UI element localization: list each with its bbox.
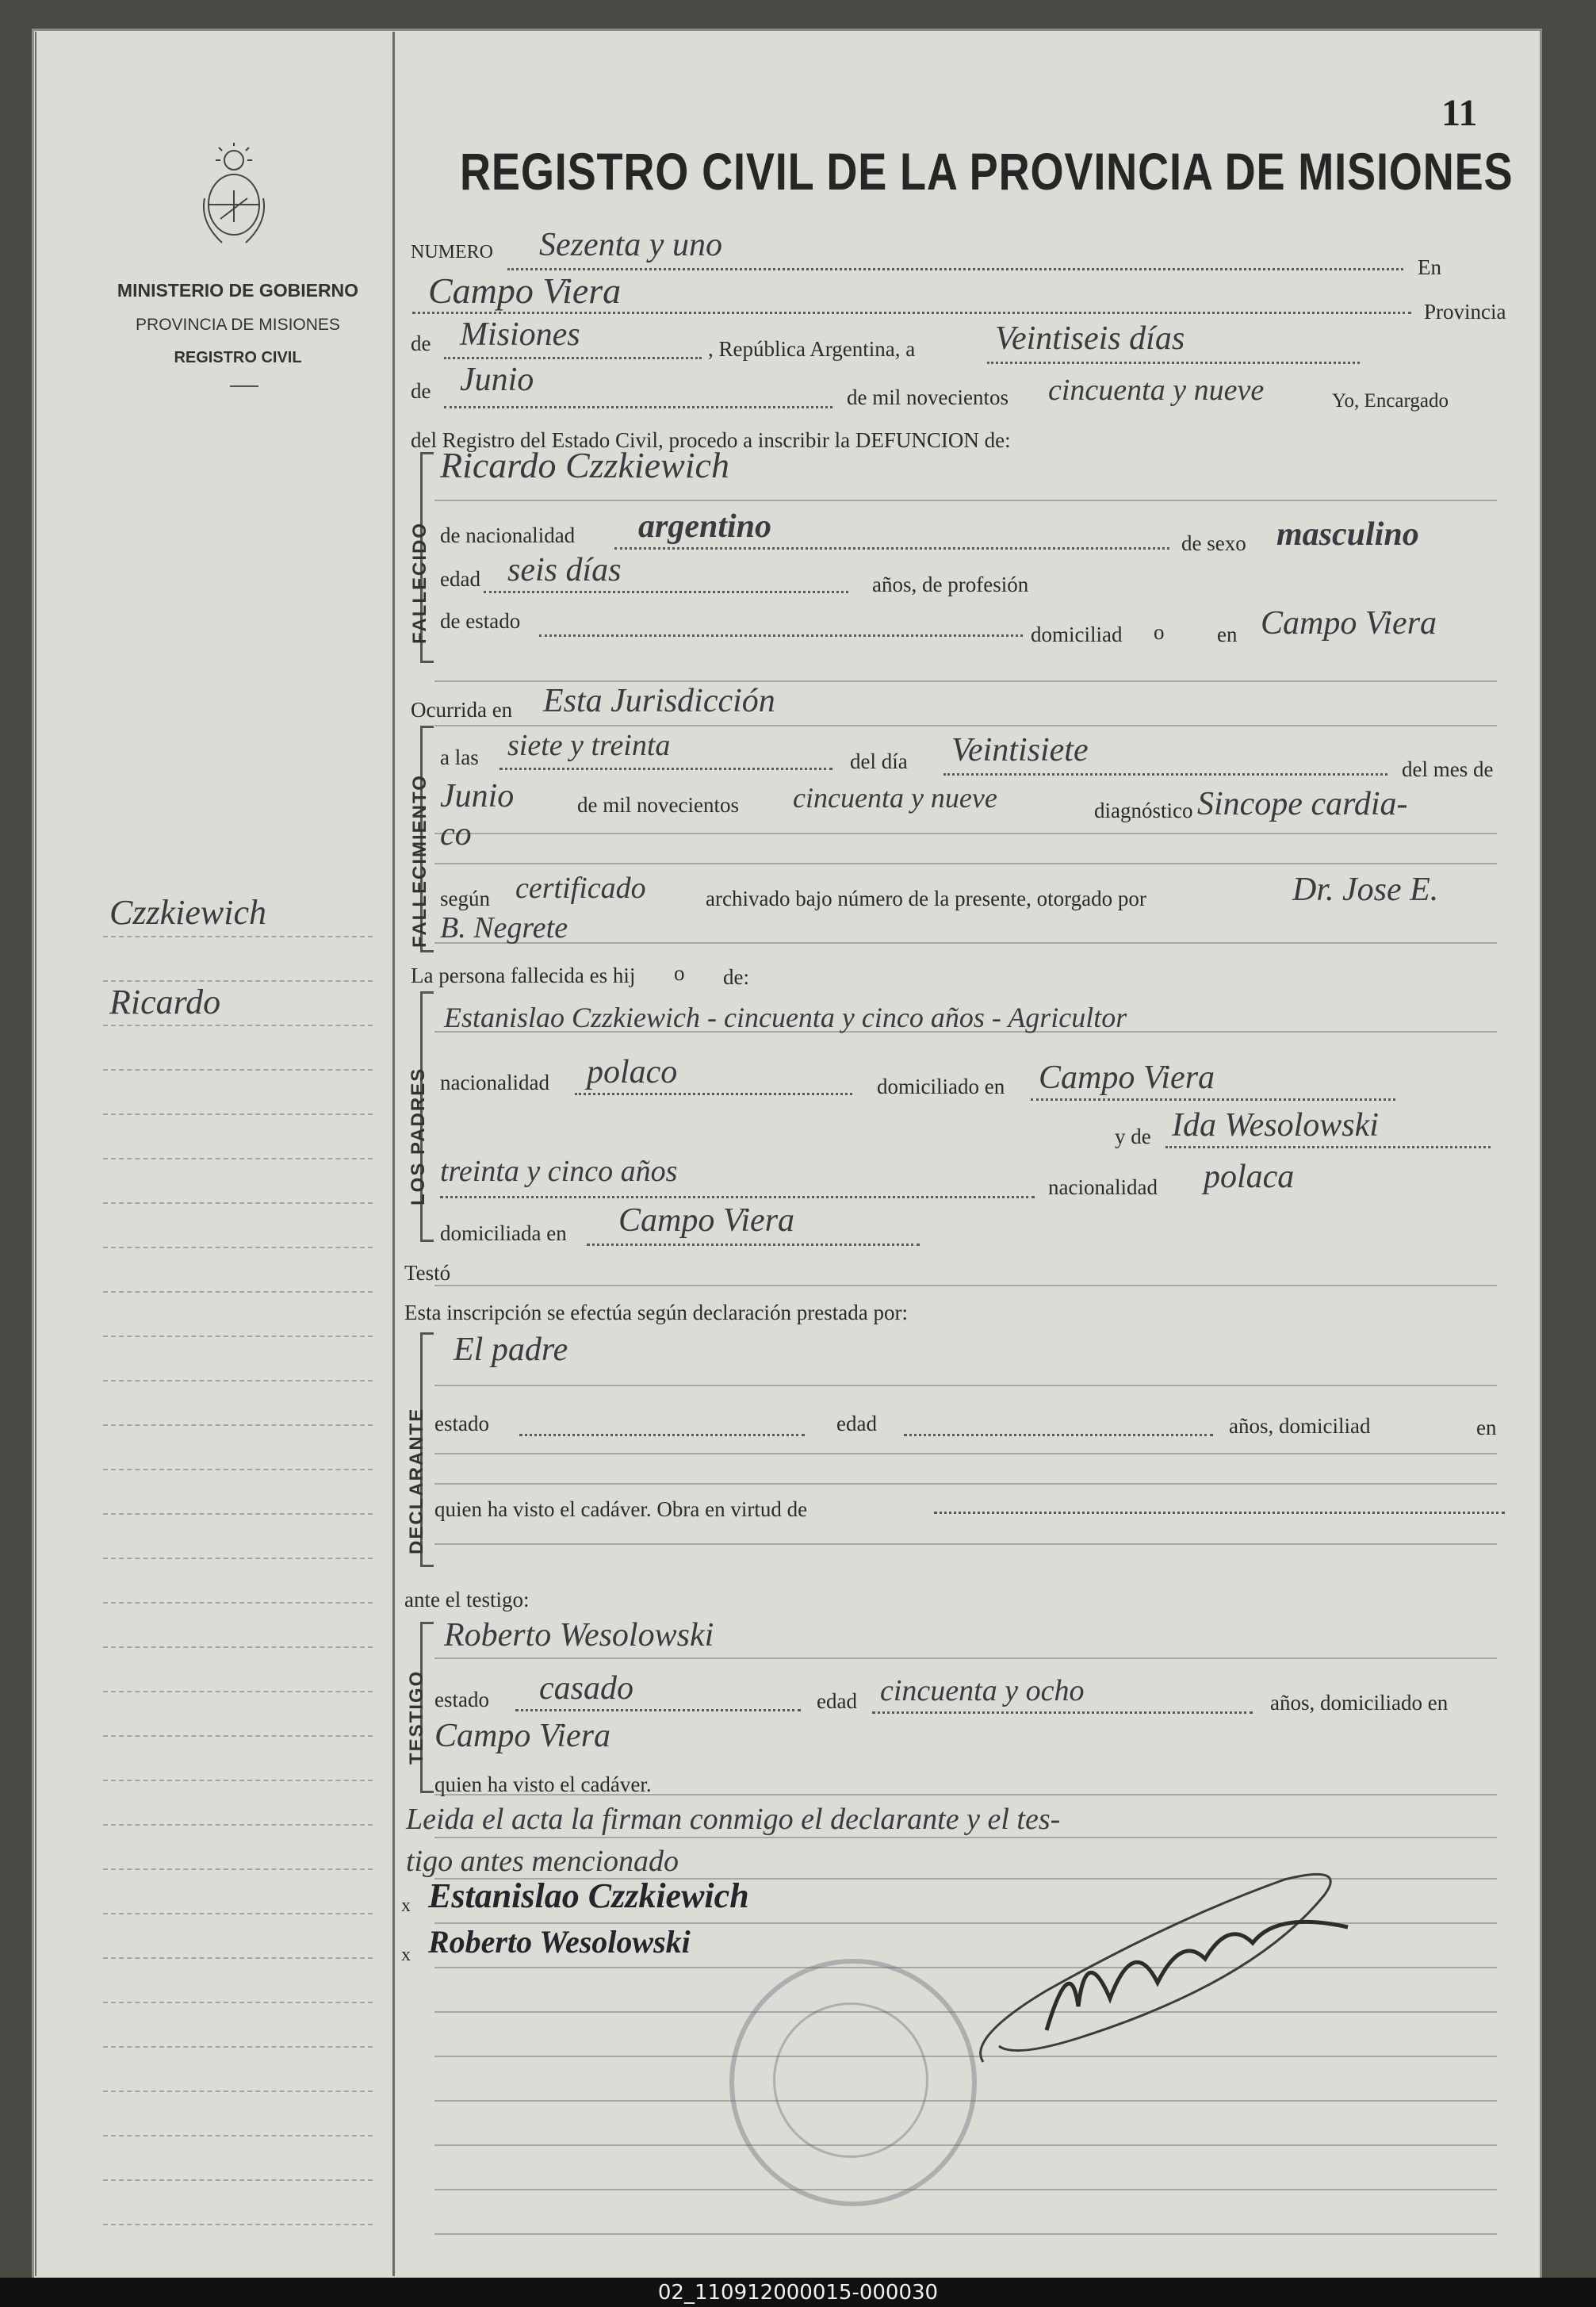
- yo-encargado-label: Yo, Encargado: [1332, 390, 1449, 412]
- hora-label: a las: [440, 745, 479, 769]
- padres-section-label: LOS PADRES: [408, 1067, 429, 1205]
- hijo-de-label: de:: [723, 965, 749, 989]
- margin-rule: [103, 2002, 373, 2003]
- page-number: 11: [1441, 92, 1478, 134]
- margin-rule: [103, 1025, 373, 1026]
- hora-value: siete y treinta: [507, 729, 671, 762]
- declarante-anos-label: años, domiciliad: [1229, 1414, 1371, 1438]
- margin-rule: [103, 1780, 373, 1781]
- mother-age-dots: [440, 1196, 1035, 1198]
- registrar-signature-icon: [951, 1848, 1364, 2078]
- testigo-edad-dots: [872, 1711, 1253, 1714]
- margin-rule: [103, 1868, 373, 1870]
- signature-mark-2: x: [401, 1945, 411, 1965]
- father-dom-value: Campo Viera: [1039, 1060, 1215, 1096]
- margin-rule: [103, 1469, 373, 1470]
- form-rule: [434, 1657, 1497, 1659]
- y-de-label: y de: [1115, 1125, 1151, 1148]
- domicilio-en-label: en: [1217, 623, 1238, 646]
- day-dots: [987, 362, 1360, 364]
- numero-value: Sezenta y uno: [539, 227, 722, 263]
- domicilio-label: domiciliad: [1031, 623, 1123, 646]
- hijo-suffix: o: [674, 961, 685, 985]
- margin-rule: [103, 1424, 373, 1426]
- declarante-section-label: DECLARANTE: [406, 1407, 427, 1554]
- numero-dots: [507, 268, 1403, 270]
- testo-label: Testó: [404, 1261, 451, 1285]
- father-value: Estanislao Czzkiewich - cincuenta y cinco años - Agricultor: [444, 1002, 1127, 1033]
- mil-label: de mil novecientos: [847, 385, 1009, 409]
- form-rule: [434, 1385, 1497, 1386]
- left-edge-line: [35, 32, 36, 2276]
- ante-testigo-label: ante el testigo:: [404, 1588, 530, 1611]
- margin-rule: [103, 1291, 373, 1293]
- place-dots: [412, 312, 1411, 314]
- nacionalidad-label: de nacionalidad: [440, 523, 576, 547]
- margin-rule: [103, 1113, 373, 1115]
- image-id-footer: 02_110912000015-000030: [657, 2281, 939, 2305]
- domiciliado-label: domiciliado en: [877, 1075, 1005, 1098]
- mes-value: Junio: [440, 778, 515, 814]
- declarante-value: El padre: [454, 1332, 568, 1368]
- edad-label: edad: [440, 567, 480, 591]
- dia-value: Veintisiete: [951, 732, 1089, 768]
- mother-nac-label: nacionalidad: [1048, 1175, 1158, 1199]
- provincia-label: Provincia: [1424, 300, 1506, 324]
- form-rule: [434, 2189, 1497, 2190]
- edad-value: seis días: [507, 552, 622, 588]
- margin-rule: [103, 1691, 373, 1692]
- signature-2: Roberto Wesolowski: [428, 1924, 691, 1960]
- form-rule: [434, 833, 1497, 834]
- margin-rule: [103, 1336, 373, 1337]
- margin-rule: [103, 2135, 373, 2136]
- republica-label: , República Argentina, a: [708, 337, 916, 361]
- testigo-visto-label: quien ha visto el cadáver.: [434, 1772, 652, 1796]
- month-dots: [444, 406, 832, 408]
- mother-dots: [1165, 1146, 1491, 1148]
- day-value: Veintiseis días: [995, 320, 1185, 357]
- domiciliada-label: domiciliada en: [440, 1221, 567, 1245]
- father-dom-dots: [1031, 1098, 1395, 1101]
- doctor-value-2: B. Negrete: [440, 911, 568, 945]
- mother-nac-value: polaca: [1204, 1159, 1295, 1195]
- signature-mark-1: x: [401, 1895, 411, 1916]
- en-label: En: [1418, 255, 1441, 279]
- doctor-value: Dr. Jose E.: [1292, 872, 1439, 908]
- margin-rule: [103, 2090, 373, 2092]
- coat-of-arms-icon: [198, 143, 270, 254]
- testigo-dom-value: Campo Viera: [434, 1718, 611, 1754]
- segun-value: certificado: [515, 872, 646, 905]
- closing-line-1: Leida el acta la firman conmigo el declarante y el tes-: [406, 1803, 1061, 1836]
- inscripcion-label: Esta inscripción se efectúa según declaración prestada por:: [404, 1301, 908, 1324]
- death-year-value: cincuenta y nueve: [793, 782, 997, 814]
- form-rule: [434, 863, 1497, 864]
- testigo-name-value: Roberto Wesolowski: [444, 1617, 714, 1654]
- signature-1: Estanislao Czzkiewich: [428, 1876, 749, 1915]
- margin-rule: [103, 1069, 373, 1071]
- mother-dom-value: Campo Viera: [618, 1202, 795, 1239]
- margin-divider: [392, 32, 395, 2276]
- margin-rule: [103, 1602, 373, 1604]
- fallecimiento-section-label: FALLECIMIENTO: [409, 774, 431, 948]
- form-rule: [434, 1453, 1497, 1454]
- father-nac-dots: [575, 1093, 852, 1095]
- testigo-estado-label: estado: [434, 1688, 489, 1711]
- margin-name: Ricardo: [109, 983, 221, 1021]
- anos-profesion-label: años, de profesión: [872, 573, 1029, 596]
- margin-rule: [103, 1957, 373, 1959]
- mes-label: del mes de: [1402, 757, 1494, 781]
- dia-label: del día: [850, 749, 908, 773]
- testigo-anos-label: años, domiciliado en: [1270, 1691, 1449, 1715]
- month-value: Junio: [460, 362, 534, 398]
- diagnostico-value: Sincope cardia-: [1197, 786, 1408, 822]
- margin-rule: [103, 2046, 373, 2048]
- archivado-label: archivado bajo número de la presente, otorgado por: [706, 887, 1146, 910]
- declarante-estado-dots: [519, 1434, 805, 1436]
- fallecido-section-label: FALLECIDO: [409, 522, 431, 644]
- form-rule: [434, 2144, 1497, 2146]
- form-rule: [434, 942, 1497, 944]
- margin-surname: Czzkiewich: [109, 893, 266, 932]
- margin-rule: [103, 1558, 373, 1559]
- margin-rule: [103, 1158, 373, 1159]
- declarante-visto-label: quien ha visto el cadáver. Obra en virtud de: [434, 1497, 808, 1521]
- segun-label: según: [440, 887, 490, 910]
- margin-rule: [103, 2224, 373, 2225]
- father-nac-value: polaco: [587, 1054, 678, 1090]
- de-label-2: de: [411, 379, 431, 403]
- margin-rule: [103, 1202, 373, 1204]
- official-seal-inner-icon: [773, 2002, 928, 2158]
- father-nac-label: nacionalidad: [440, 1071, 549, 1094]
- declarante-edad-dots: [904, 1434, 1213, 1436]
- form-rule: [434, 1837, 1497, 1838]
- mother-dom-dots: [587, 1244, 920, 1246]
- deceased-name: Ricardo Czzkiewich: [440, 445, 729, 485]
- diagnostico-label: diagnóstico: [1094, 799, 1193, 822]
- form-rule: [434, 1483, 1497, 1485]
- margin-rule: [103, 1913, 373, 1914]
- ministry-divider: [230, 385, 258, 387]
- estado-label: de estado: [440, 609, 521, 633]
- mil-label-2: de mil novecientos: [577, 793, 739, 817]
- sexo-value: masculino: [1276, 516, 1419, 553]
- declarante-estado-label: estado: [434, 1412, 489, 1435]
- margin-rule: [103, 1646, 373, 1648]
- year-value: cincuenta y nueve: [1048, 374, 1265, 407]
- testigo-section-label: TESTIGO: [406, 1669, 427, 1765]
- ministry-line-2: PROVINCIA DE MISIONES: [136, 316, 340, 334]
- margin-rule: [103, 1247, 373, 1248]
- declarante-en-label: en: [1476, 1416, 1497, 1439]
- estado-dots: [539, 634, 1023, 637]
- form-rule: [434, 500, 1497, 501]
- margin-rule: [103, 1735, 373, 1737]
- domicilio-value: Campo Viera: [1261, 605, 1437, 642]
- declarante-visto-dots: [934, 1512, 1505, 1514]
- intro-text: del Registro del Estado Civil, procedo a inscribir la DEFUNCION de:: [411, 428, 1011, 452]
- hora-dots: [499, 768, 832, 770]
- mother-age-value: treinta y cinco años: [440, 1155, 678, 1188]
- sexo-label: de sexo: [1181, 531, 1246, 555]
- numero-label: NUMERO: [411, 242, 494, 263]
- testigo-estado-dots: [515, 1709, 801, 1711]
- testigo-estado-value: casado: [539, 1670, 633, 1707]
- declarante-edad-label: edad: [836, 1412, 877, 1435]
- de-label: de: [411, 331, 431, 355]
- hijo-label: La persona fallecida es hij: [411, 964, 636, 987]
- testigo-edad-label: edad: [817, 1689, 857, 1713]
- margin-rule: [103, 1513, 373, 1515]
- province-value: Misiones: [460, 316, 580, 353]
- form-rule: [434, 1543, 1497, 1545]
- ministry-line-3: REGISTRO CIVIL: [174, 349, 302, 366]
- province-dots: [444, 357, 702, 359]
- margin-rule: [103, 2179, 373, 2181]
- edad-dots: [484, 591, 848, 593]
- form-rule: [434, 2233, 1497, 2235]
- mother-value: Ida Wesolowski: [1172, 1107, 1379, 1144]
- margin-rule: [103, 936, 373, 937]
- testigo-edad-value: cincuenta y ocho: [880, 1674, 1085, 1707]
- ocurrida-value: Esta Jurisdicción: [543, 683, 775, 719]
- nacionalidad-dots: [614, 547, 1169, 550]
- page-title: REGISTRO CIVIL DE LA PROVINCIA DE MISIONES: [460, 142, 1514, 201]
- diagnostico-value-2: co: [440, 816, 472, 853]
- nacionalidad-value: argentino: [638, 508, 772, 545]
- domicilio-suffix: o: [1154, 620, 1165, 644]
- form-rule: [434, 1285, 1497, 1286]
- margin-rule: [103, 1380, 373, 1382]
- closing-line-2: tigo antes mencionado: [406, 1845, 679, 1878]
- form-rule: [434, 725, 1497, 726]
- ocurrida-label: Ocurrida en: [411, 698, 513, 722]
- margin-rule: [103, 1824, 373, 1826]
- ministry-line-1: MINISTERIO DE GOBIERNO: [117, 280, 359, 301]
- dia-dots: [943, 773, 1387, 776]
- place-value: Campo Viera: [428, 270, 622, 311]
